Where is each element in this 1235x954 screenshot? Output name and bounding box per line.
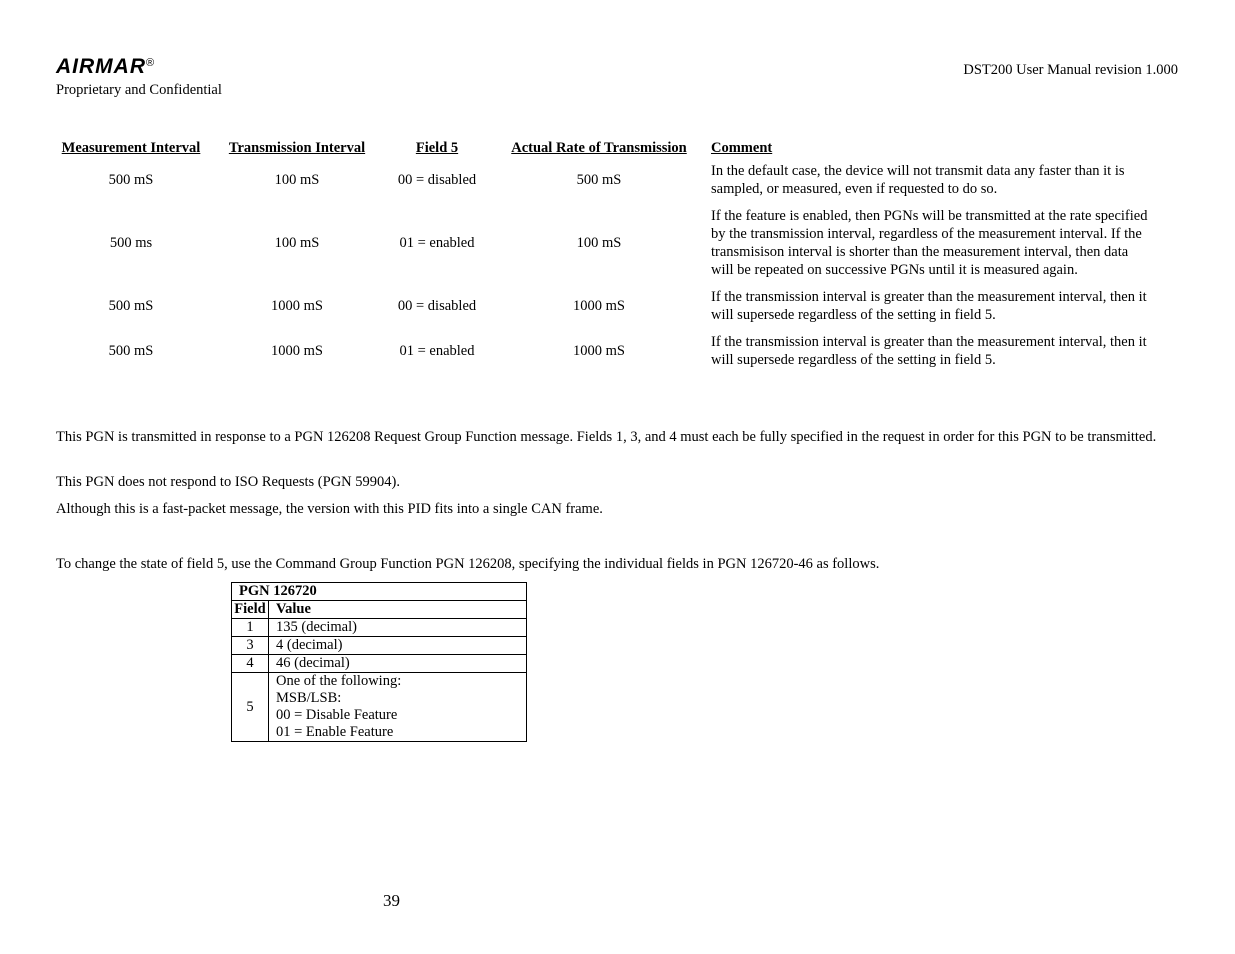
paragraph-iso-requests: This PGN does not respond to ISO Requests (PGN 59904). xyxy=(56,474,400,490)
pgn-header-field: Field xyxy=(232,601,269,619)
actual-rate-cell: 500 mS xyxy=(576,172,622,188)
table-row xyxy=(56,288,1151,333)
measurement-interval-cell: 500 ms xyxy=(109,235,153,251)
paragraph-change-field-5: To change the state of field 5, use the Command Group Function PGN 126208, specifying the individual fields in PGN 126720-46 as follows. xyxy=(56,556,880,572)
table-row xyxy=(232,673,527,742)
value-line: MSB/LSB: xyxy=(276,690,342,706)
actual-rate-cell: 1000 mS xyxy=(573,298,625,314)
paragraph-request-group-function: This PGN is transmitted in response to a PGN 126208 Request Group Function message. Fields 1, 3, and 4 must each be fully specified in the request in order for this PGN to be transmitted. xyxy=(56,429,1157,445)
pgn-value-cell xyxy=(269,673,527,742)
pgn-field-cell: 3 xyxy=(232,637,269,655)
table-row xyxy=(56,207,1151,288)
actual-rate-cell: 100 mS xyxy=(576,235,622,251)
table-row xyxy=(232,637,527,655)
header-comment: Comment xyxy=(711,140,773,156)
value-line: 00 = Disable Feature xyxy=(276,707,398,723)
table-row xyxy=(232,655,527,673)
pgn-field-cell: 5 xyxy=(232,673,269,742)
measurement-interval-cell: 500 mS xyxy=(108,298,154,314)
pgn-126720-table xyxy=(231,582,527,742)
comment-cell: If the transmission interval is greater than the measurement interval, then it will supersede regardless of the setting in field 5. xyxy=(711,289,1147,323)
transmission-interval-cell: 1000 mS xyxy=(271,343,323,359)
table-header-row xyxy=(56,139,1151,162)
table-row xyxy=(56,333,1151,378)
comment-cell: If the feature is enabled, then PGNs will be transmitted at the rate specified by the transmission interval, regardless of the measurement interval. If the transmisison interval is shorter than the measurement interval, then data will be repeated on successive PGNs until it is measured again. xyxy=(711,208,1148,278)
registered-mark: ® xyxy=(146,57,156,69)
field-5-cell: 01 = enabled xyxy=(399,343,475,359)
pgn-field-cell: 1 xyxy=(232,619,269,637)
comment-cell: If the transmission interval is greater than the measurement interval, then it will supersede regardless of the setting in field 5. xyxy=(711,334,1147,368)
header-actual-rate: Actual Rate of Transmission xyxy=(511,140,687,156)
header-transmission-interval: Transmission Interval xyxy=(228,140,366,156)
page-number: 39 xyxy=(383,891,400,910)
field-5-cell: 00 = disabled xyxy=(397,298,477,314)
table-row xyxy=(232,619,527,637)
table-row xyxy=(56,162,1151,207)
document-title: DST200 User Manual revision 1.000 xyxy=(963,62,1178,78)
measurement-interval-cell: 500 mS xyxy=(108,172,154,188)
transmission-interval-cell: 100 mS xyxy=(274,172,320,188)
field-5-cell: 00 = disabled xyxy=(397,172,477,188)
value-line: One of the following: xyxy=(276,673,402,689)
pgn-table-title: PGN 126720 xyxy=(232,583,527,601)
pgn-value-cell: 46 (decimal) xyxy=(269,655,527,673)
airmar-logo: AIRMAR® xyxy=(56,55,156,78)
header-measurement-interval: Measurement Interval xyxy=(61,140,201,156)
transmission-interval-cell: 100 mS xyxy=(274,235,320,251)
comment-cell: In the default case, the device will not transmit data any faster than it is sampled, or measured, even if requested to do so. xyxy=(711,163,1125,197)
actual-rate-cell: 1000 mS xyxy=(573,343,625,359)
paragraph-fast-packet: Although this is a fast-packet message, the version with this PID fits into a single CAN frame. xyxy=(56,501,603,517)
pgn-field-cell: 4 xyxy=(232,655,269,673)
pgn-value-cell: 4 (decimal) xyxy=(269,637,527,655)
pgn-value-cell: 135 (decimal) xyxy=(269,619,527,637)
transmission-rate-table xyxy=(56,139,1151,378)
pgn-header-value: Value xyxy=(269,601,527,619)
header-field-5: Field 5 xyxy=(415,140,459,156)
field-5-cell: 01 = enabled xyxy=(399,235,475,251)
value-line: 01 = Enable Feature xyxy=(276,724,394,740)
confidential-label: Proprietary and Confidential xyxy=(56,82,222,98)
measurement-interval-cell: 500 mS xyxy=(108,343,154,359)
transmission-interval-cell: 1000 mS xyxy=(271,298,323,314)
